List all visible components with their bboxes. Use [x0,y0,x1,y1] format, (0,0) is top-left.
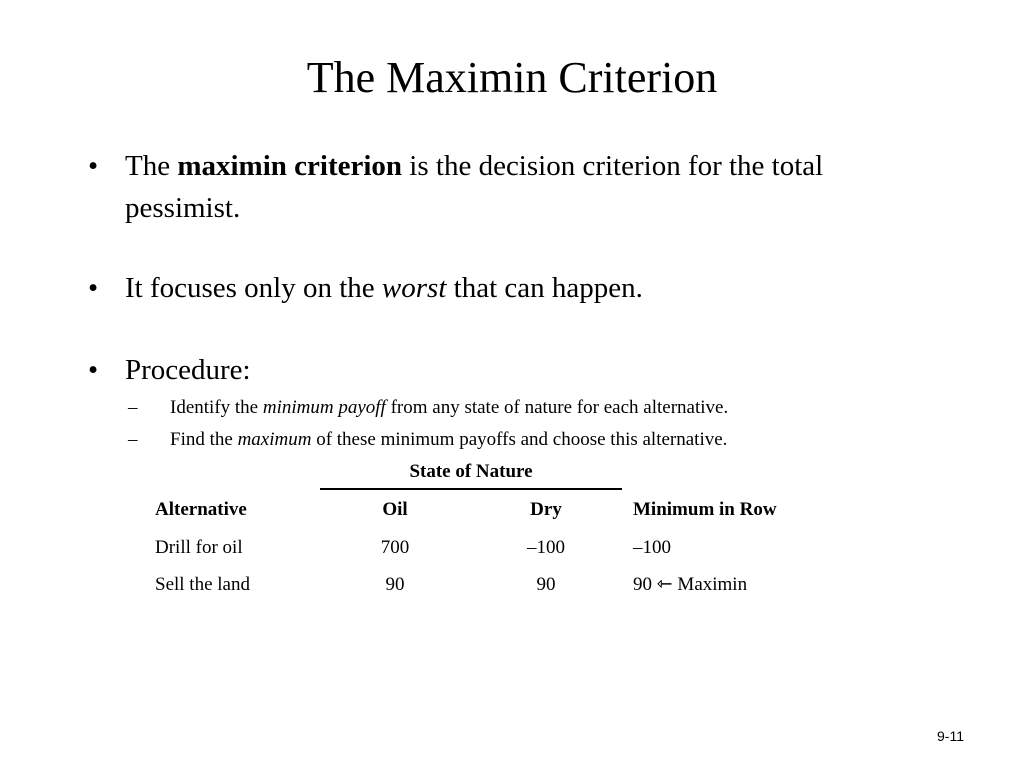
bullet-italic-term: worst [381,272,447,304]
minimum-value: 90 [633,574,652,595]
bullet-text-part: is the decision criterion for the total pessimist. [125,150,824,224]
table-header-minimum: Minimum in Row [633,499,777,520]
left-arrow-icon: ⇽ [656,574,673,595]
table-group-header: State of Nature [409,461,533,482]
slide-title: The Maximin Criterion [306,53,718,102]
bullet-text-part: that can happen. [446,272,643,304]
bullet-text: Procedure: [125,354,251,386]
sub-bullet-text-part: of these minimum payoffs and choose this alternative. [311,429,728,450]
bullet-marker: • [88,354,99,386]
sub-bullet-text [170,427,890,453]
bullet-marker: • [88,272,99,304]
sub-bullet-text-part: Identify the [170,397,263,418]
table-cell-dry: –100 [527,537,565,558]
bullet-bold-term: maximin criterion [177,150,403,182]
table-cell-oil: 90 [385,574,405,595]
bullet-marker: • [88,150,99,182]
table-cell-alternative: Sell the land [155,574,250,595]
sub-bullet-italic-term: minimum payoff [262,397,386,418]
sub-bullet-text-part: from any state of nature for each alternative. [385,397,729,418]
table-header-dry: Dry [530,499,562,520]
table-cell-minimum-maximin [633,572,833,598]
table-header-alternative: Alternative [155,499,247,520]
maximin-note: Maximin [677,574,748,595]
table-cell-dry: 90 [536,574,556,595]
sub-bullet-text-part: Find the [170,429,238,450]
sub-bullet-marker: – [128,429,138,450]
table-group-rule [320,488,622,490]
bullet-text-part: The [125,150,178,182]
table-header-oil: Oil [382,499,408,520]
bullet-text [125,267,895,309]
bullet-text-part: It focuses only on the [125,272,382,304]
page-number: 9-11 [937,728,964,744]
bullet-text [125,145,895,229]
sub-bullet-marker: – [128,397,138,418]
table-cell-minimum: –100 [633,537,671,558]
sub-bullet-text [170,395,890,421]
sub-bullet-italic-term: maximum [237,429,312,450]
table-cell-oil: 700 [380,537,410,558]
table-cell-alternative: Drill for oil [155,537,243,558]
